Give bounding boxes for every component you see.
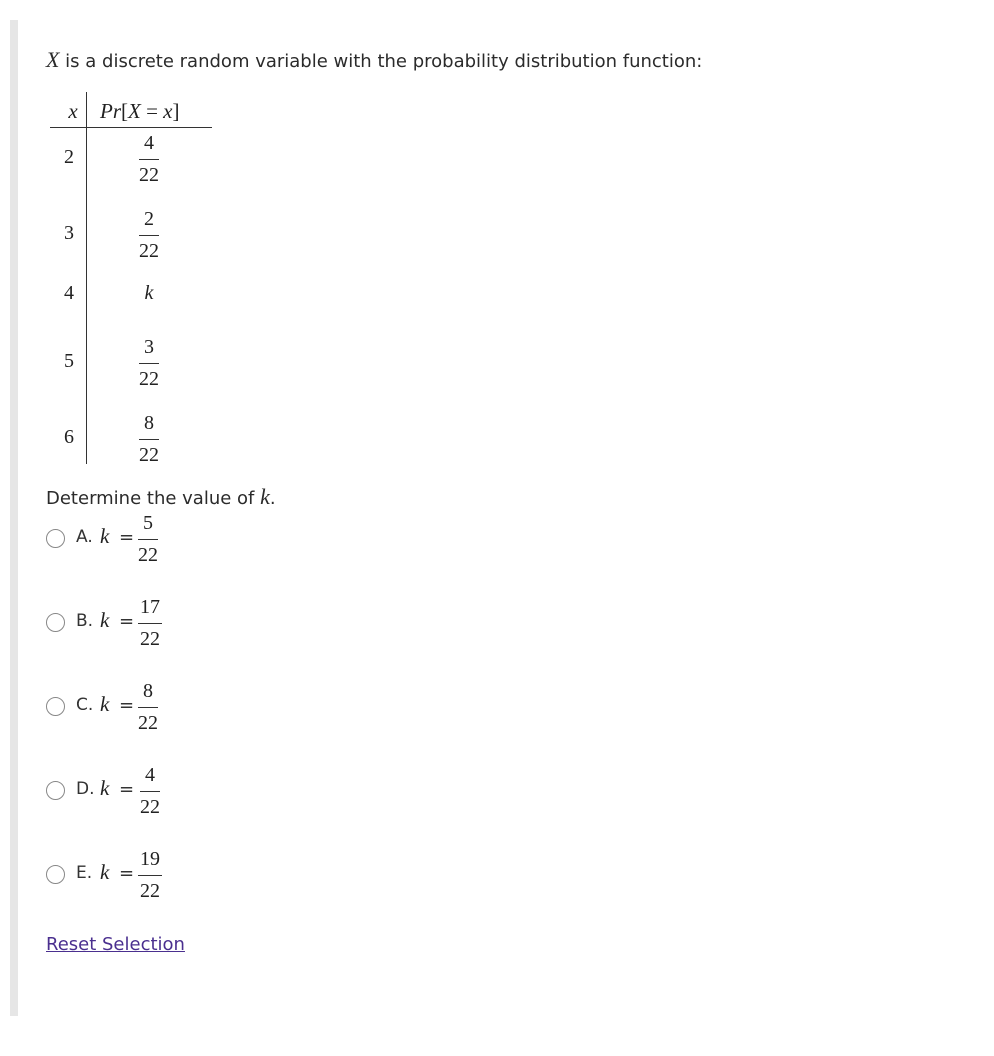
option-denominator: 22 [140,796,160,818]
table-header-rule [50,127,212,128]
question-panel [46,47,946,955]
row-probability [136,412,162,466]
option-d-radio[interactable] [46,781,65,800]
option-numerator: 5 [143,512,153,534]
prompt-variable: k [260,484,270,509]
option-equals: = [119,779,135,800]
option-equals: = [119,695,135,716]
option-equals: = [119,527,135,548]
option-numerator: 19 [140,848,160,870]
intro-text: is a discrete random variable with the probability distribution function: [59,51,703,72]
question-intro [46,48,946,74]
option-b[interactable] [46,596,346,650]
option-equals: = [119,863,135,884]
option-denominator: 22 [140,880,160,902]
option-denominator: 22 [140,628,160,650]
row-probability [136,336,162,390]
option-variable: k [100,776,110,800]
row-probability-k: k [144,282,154,304]
option-variable: k [100,608,110,632]
table-header-probability: Pr[X = x] [100,99,180,123]
row-probability [136,132,162,186]
option-numerator: 17 [140,596,160,618]
question-prompt [46,484,276,510]
option-denominator: 22 [138,712,158,734]
option-c-radio[interactable] [46,697,65,716]
row-x-value: 5 [64,350,74,372]
reset-selection-link[interactable]: Reset Selection [46,934,185,955]
option-letter: A. [76,527,93,547]
probability-numerator: 3 [144,336,154,358]
row-probability [136,208,162,262]
option-numerator: 8 [143,680,153,702]
option-a[interactable] [46,512,346,566]
row-x-value: 6 [64,426,74,448]
option-letter: E. [76,863,93,883]
probability-numerator: 2 [144,208,154,230]
option-e[interactable] [46,848,346,902]
probability-denominator: 22 [139,368,159,390]
probability-denominator: 22 [139,240,159,262]
probability-denominator: 22 [139,444,159,466]
intro-variable: X [46,47,60,72]
prompt-end: . [269,488,276,509]
option-letter: B. [76,611,94,631]
option-numerator: 4 [145,764,155,786]
option-letter: D. [76,779,95,799]
option-variable: k [100,692,110,716]
row-x-value: 4 [64,282,74,304]
option-a-radio[interactable] [46,529,65,548]
option-b-radio[interactable] [46,613,65,632]
left-border-bar [10,20,18,1016]
row-x-value: 3 [64,222,74,244]
option-d[interactable] [46,764,346,818]
option-letter: C. [76,695,94,715]
option-variable: k [100,860,110,884]
table-column-rule [86,92,87,464]
option-c[interactable] [46,680,346,734]
option-denominator: 22 [138,544,158,566]
probability-numerator: 8 [144,412,154,434]
prompt-text: Determine the value of [46,488,261,509]
table-header-x: x [68,99,78,123]
option-equals: = [119,611,135,632]
probability-denominator: 22 [139,164,159,186]
option-e-radio[interactable] [46,865,65,884]
row-x-value: 2 [64,146,74,168]
probability-numerator: 4 [144,132,154,154]
option-variable: k [100,524,110,548]
